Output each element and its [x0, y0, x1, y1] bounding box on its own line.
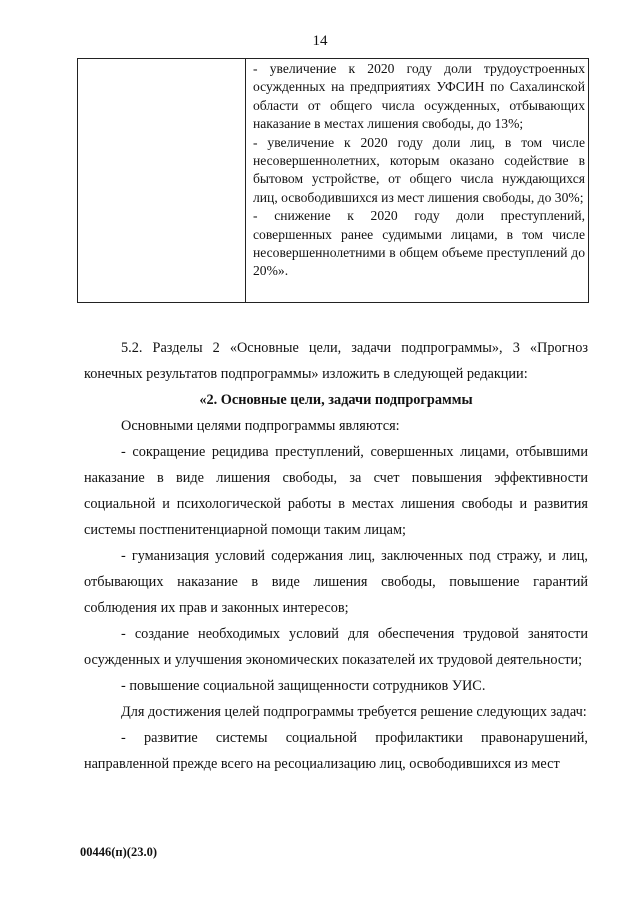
table-column-divider — [245, 59, 246, 302]
page-number: 14 — [312, 33, 328, 49]
document-body — [84, 335, 588, 777]
goal-item: - создание необходимых условий для обеспечения трудовой занятости осужденных и улучшения экономических показателей их трудовой деятельности; — [84, 626, 588, 668]
task-item: - развитие системы социальной профилактики правонарушений, направленной прежде всего на ресоциализацию лиц, освободившихся из мест — [84, 730, 588, 772]
table-item: - увеличение к 2020 году доли лиц, в том числе несовершеннолетних, которым оказано содействие в бытовом устройстве, от общего числа нуждающихся лиц, освободившихся из мест лишения свободы, до 30%; — [253, 134, 585, 205]
goals-lead: Основными целями подпрограммы являются: — [121, 418, 400, 434]
goal-item: - сокращение рецидива преступлений, совершенных лицами, отбывшими наказание в виде лишения свободы, за счет повышения эффективности социальной и психологической работы в местах лишения свободы и развития системы постпенитенциарной помощи таким лицам; — [84, 444, 588, 538]
table-item: - увеличение к 2020 году доли трудоустроенных осужденных на предприятиях УФСИН по Сахалинской области от общего числа осужденных, отбывающих наказание в местах лишения свободы, до 13%; — [253, 61, 585, 132]
indicators-table — [77, 58, 589, 303]
goal-item: - повышение социальной защищенности сотрудников УИС. — [121, 678, 486, 694]
table-item: - снижение к 2020 году доли преступлений, совершенных ранее судимыми лицами, в том числе несовершеннолетними в общем объеме преступлений до 20%». — [253, 208, 585, 279]
table-right-cell — [253, 60, 585, 281]
section-heading: «2. Основные цели, задачи подпрограммы — [199, 392, 473, 408]
intro-paragraph: 5.2. Разделы 2 «Основные цели, задачи подпрограммы», 3 «Прогноз конечных результатов подпрограммы» изложить в следующей редакции: — [84, 340, 588, 382]
goal-item: - гуманизация условий содержания лиц, заключенных под стражу, и лиц, отбывающих наказание в виде лишения свободы, повышение гарантий соблюдения их прав и законных интересов; — [84, 548, 588, 616]
document-code: 00446(п)(23.0) — [80, 845, 157, 859]
tasks-lead: Для достижения целей подпрограммы требуется решение следующих задач: — [121, 704, 587, 720]
